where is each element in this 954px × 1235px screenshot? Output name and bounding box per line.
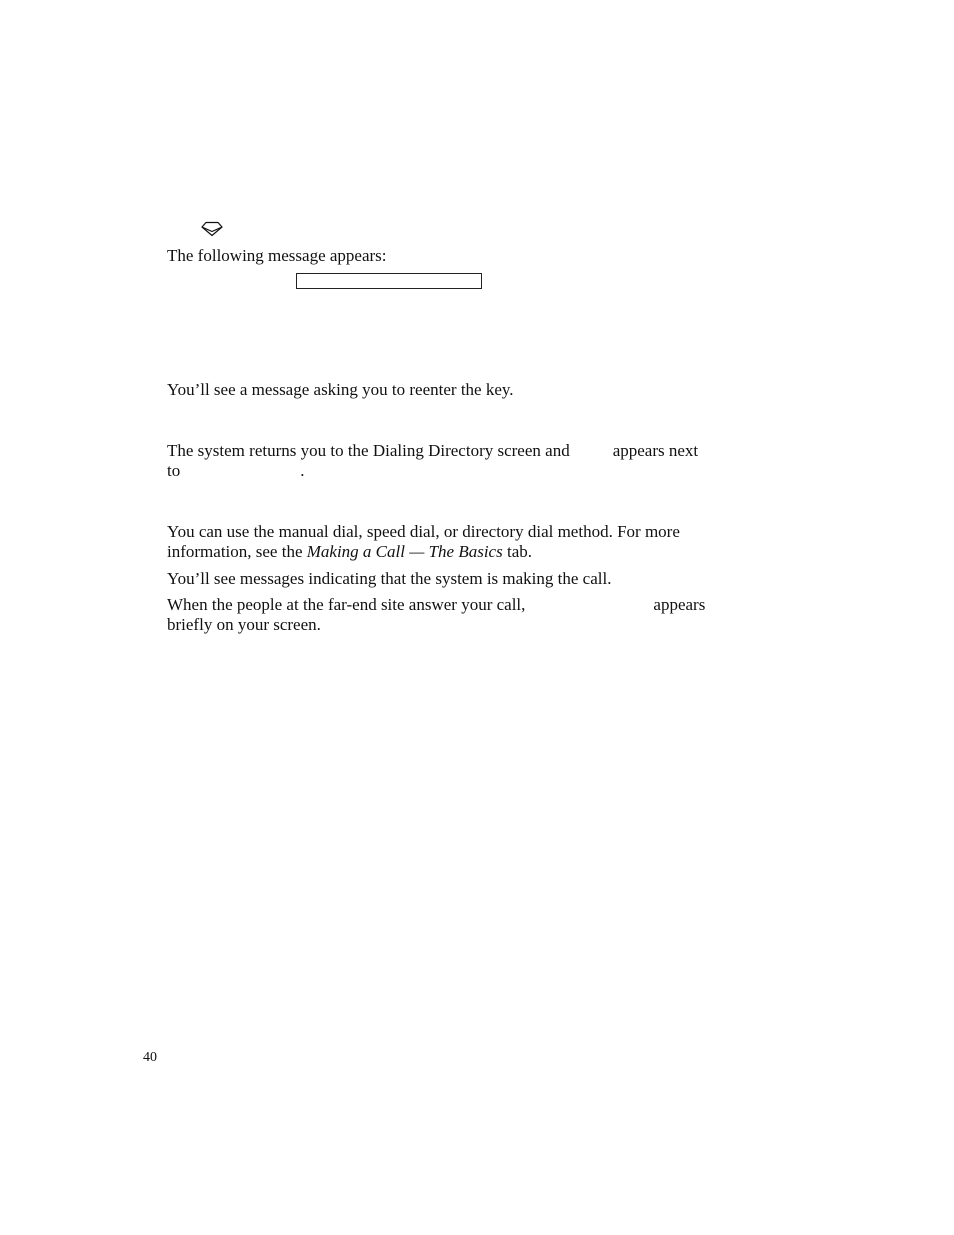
dial-method-text-line1: You can use the manual dial, speed dial, or directory dial method. For more <box>167 522 680 541</box>
basics-tab-reference: Making a Call — The Basics <box>306 542 503 561</box>
far-end-answer-text-line2: briefly on your screen. <box>167 615 321 634</box>
message-appears-text: The following message appears: <box>167 246 387 265</box>
returns-line1-b: appears next <box>612 441 699 460</box>
returns-line1-a: The system returns you to the Dialing Directory screen and <box>167 441 570 460</box>
dial-method-line2-b: tab. <box>506 542 532 561</box>
answer-line1-b: appears <box>653 595 706 614</box>
returns-to-directory-text-line1 <box>167 441 757 461</box>
returns-line2-b: . <box>300 461 305 480</box>
dial-method-text-line2 <box>167 542 757 562</box>
dial-method-line2-a: information, see the <box>167 542 303 561</box>
returns-to-directory-text-line2 <box>167 461 757 481</box>
reenter-key-text: You’ll see a message asking you to reenter the key. <box>167 380 514 399</box>
page-number: 40 <box>143 1050 157 1065</box>
diamond-key-icon <box>201 221 223 237</box>
making-call-text: You’ll see messages indicating that the system is making the call. <box>167 569 612 588</box>
answer-line1-a: When the people at the far-end site answer your call, <box>167 595 526 614</box>
far-end-answer-text-line1 <box>167 595 757 615</box>
message-box <box>296 273 482 289</box>
returns-line2-a: to <box>167 461 181 480</box>
